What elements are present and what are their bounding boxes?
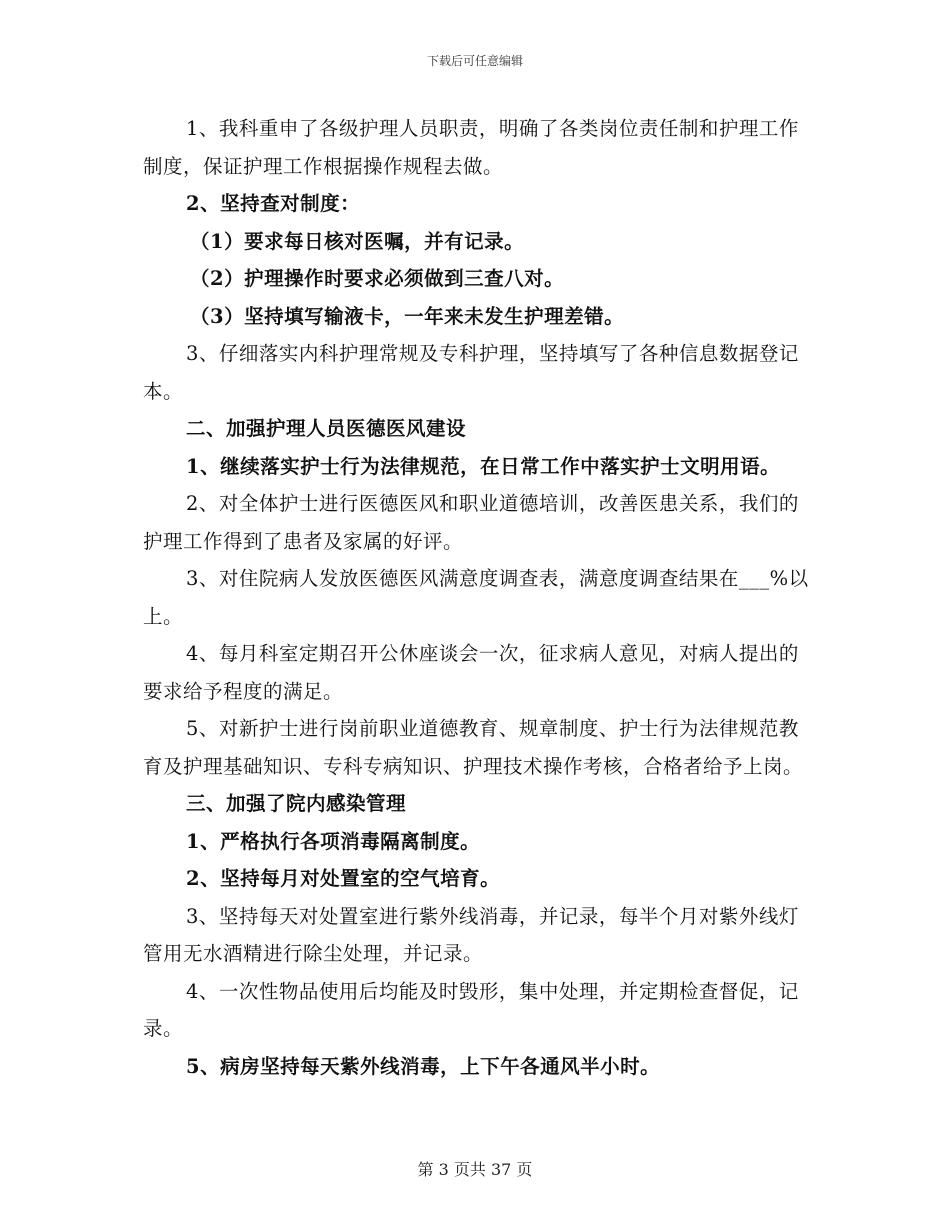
- page-footer: 第 3 页共 37 页: [417, 1160, 533, 1179]
- section-heading: 三、加强了院内感染管理: [186, 792, 407, 815]
- paragraph: 3、仔细落实内科护理常规及专科护理，坚持填写了各种信息数据登记本。: [143, 342, 799, 403]
- paragraph: 2、对全体护士进行医德医风和职业道德培训，改善医患关系，我们的护理工作得到了患者及家属的好评。: [143, 492, 799, 553]
- paragraph: 2、坚持每月对处置室的空气培育。: [186, 867, 501, 890]
- paragraph: 3、坚持每天对处置室进行紫外线消毒，并记录，每半个月对紫外线灯管用无水酒精进行除尘处理，并记录。: [143, 904, 799, 965]
- paragraph: 5、对新护士进行岗前职业道德教育、规章制度、护士行为法律规范教育及护理基础知识、专科专病知识、护理技术操作考核，合格者给予上岗。: [143, 717, 804, 778]
- paragraph: 1、继续落实护士行为法律规范，在日常工作中落实护士文明用语。: [186, 454, 781, 478]
- document-body: [143, 110, 815, 1085]
- paragraph: （1）要求每日核对医嘱，并有记录。: [190, 229, 525, 253]
- paragraph: 2、坚持查对制度：: [186, 192, 361, 215]
- paragraph: 4、一次性物品使用后均能及时毁形，集中处理，并定期检查督促，记录。: [143, 979, 799, 1040]
- paragraph: 3、对住院病人发放医德医风满意度调查表，满意度调查结果在___%以上。: [143, 567, 809, 628]
- paragraph: 1、我科重申了各级护理人员职责，明确了各类岗位责任制和护理工作制度，保证护理工作根据操作规程去做。: [143, 117, 799, 178]
- paragraph: （2）护理操作时要求必须做到三查八对。: [190, 267, 565, 290]
- paragraph: 5、病房坚持每天紫外线消毒，上下午各通风半小时。: [186, 1054, 661, 1078]
- section-heading: 二、加强护理人员医德医风建设: [186, 417, 467, 440]
- paragraph: 1、严格执行各项消毒隔离制度。: [186, 829, 481, 853]
- paragraph: 4、每月科室定期召开公休座谈会一次，征求病人意见，对病人提出的要求给予程度的满足。: [143, 642, 799, 703]
- paragraph: （3）坚持填写输液卡，一年来未发生护理差错。: [190, 304, 625, 328]
- page-header: 下载后可任意编辑: [426, 54, 523, 68]
